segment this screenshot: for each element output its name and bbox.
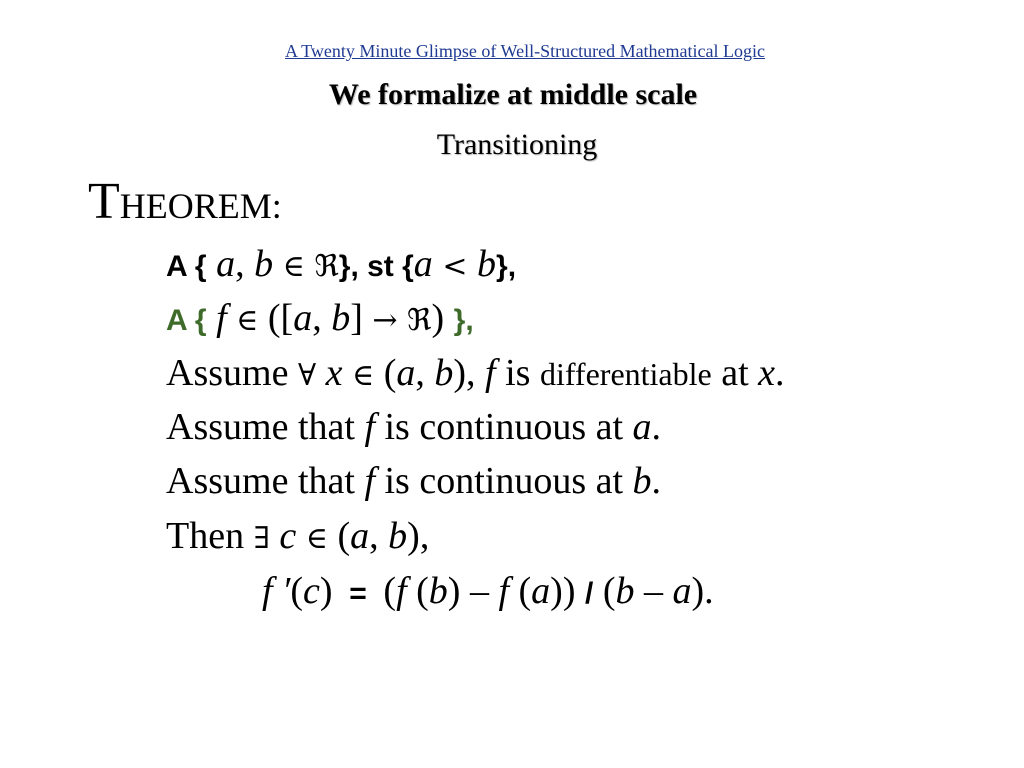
l3-dot: . — [775, 352, 785, 394]
l3-at: at — [711, 352, 759, 394]
l3-elem: ∈ — [342, 358, 384, 393]
line-3 — [166, 351, 785, 398]
theorem-heading — [88, 172, 282, 236]
l3-diff: differentiable — [539, 356, 712, 392]
l7-fprime: f ′ — [262, 570, 291, 612]
l4-text: Assume that — [166, 406, 365, 448]
l1-reals: ℜ — [314, 249, 339, 284]
l1-a2: a — [413, 243, 433, 285]
l2-a: a — [293, 297, 313, 339]
line-5 — [166, 459, 661, 503]
l3-forall: ∀ — [297, 358, 317, 393]
l7-p2: ( — [406, 570, 429, 612]
l6-comma: , — [369, 515, 389, 557]
l1-quant: A { — [166, 250, 207, 283]
l7-eq: = — [332, 577, 384, 610]
l2-comma: , — [312, 297, 332, 339]
l4-a: a — [632, 406, 652, 448]
l3-comma: , — [415, 352, 435, 394]
l2-closeb: ] — [350, 297, 373, 339]
l5-text: Assume that — [166, 460, 365, 502]
l7-p4: ( — [509, 570, 532, 612]
slide-title: We formalize at middle scale — [328, 78, 698, 111]
theorem-colon: : — [271, 186, 282, 226]
l7-b2: b — [615, 570, 635, 612]
l1-lt: < — [432, 249, 478, 284]
l7-f1: f — [396, 570, 407, 612]
l4-rest: is continuous at — [375, 406, 633, 448]
l2-arrow: → — [372, 303, 398, 338]
l4-dot: . — [651, 406, 662, 448]
l3-open: ( — [383, 352, 397, 394]
l6-then: Then — [166, 515, 254, 557]
l6-open: ( — [337, 515, 351, 557]
l7-slash: / — [584, 577, 594, 610]
l3-assume: Assume — [166, 352, 298, 394]
l3-a: a — [396, 352, 416, 394]
l5-dot: . — [651, 460, 662, 502]
l1-b2: b — [477, 243, 497, 285]
l6-exists: ∃ — [253, 521, 270, 556]
l7-a: a — [531, 570, 551, 612]
l5-b: b — [632, 460, 652, 502]
l1-end: }, — [496, 250, 517, 283]
l1-b: b — [254, 243, 274, 285]
l7-c: c — [303, 570, 320, 612]
line-6 — [166, 514, 429, 561]
l1-a: a — [216, 243, 236, 285]
header-link[interactable]: A Twenty Minute Glimpse of Well-Structured Mathematical Logic — [284, 41, 766, 61]
l5-f: f — [364, 460, 375, 502]
l5-rest: is continuous at — [375, 460, 633, 502]
l7-p6: ( — [593, 570, 616, 612]
l2-reals: ℜ — [397, 303, 432, 338]
l6-c: c — [269, 515, 297, 557]
l3-f: f — [485, 352, 496, 394]
l1-close: }, st { — [338, 250, 414, 283]
l7-close: ) — [319, 570, 333, 612]
l6-a: a — [350, 515, 370, 557]
theorem-initial: T — [88, 173, 120, 230]
l6-elem: ∈ — [296, 521, 338, 556]
l7-p1: ( — [383, 570, 397, 612]
l7-f2: f — [498, 570, 510, 612]
l7-minus: – — [634, 570, 673, 612]
l7-open: ( — [290, 570, 304, 612]
l3-is: is — [495, 352, 540, 394]
l2-open: ([ — [267, 297, 294, 339]
l3-x: x — [316, 352, 343, 394]
l3-x2: x — [758, 352, 776, 394]
l1-comma: , — [235, 243, 255, 285]
l2-elem: ∈ — [226, 303, 268, 338]
slide-subtitle: Transitioning — [436, 128, 598, 161]
l3-close: ), — [453, 352, 486, 394]
l2-paren: ) — [431, 297, 454, 339]
l2-end: }, — [453, 304, 474, 337]
theorem-rest: HEOREM — [119, 186, 272, 226]
line-4 — [166, 405, 661, 449]
l2-quant: A { — [166, 304, 207, 337]
l4-f: f — [364, 406, 375, 448]
l1-elem: ∈ — [273, 249, 315, 284]
l3-b: b — [434, 352, 454, 394]
l7-p7: ). — [691, 570, 714, 612]
l7-p5: )) — [550, 570, 585, 612]
line-7-formula — [262, 569, 714, 616]
l6-b: b — [388, 515, 408, 557]
line-1 — [166, 242, 516, 289]
l7-p3: ) – — [447, 570, 499, 612]
line-2 — [166, 296, 474, 343]
l2-f: f — [216, 297, 227, 339]
l2-b: b — [331, 297, 351, 339]
l7-a2: a — [672, 570, 692, 612]
l7-b: b — [428, 570, 448, 612]
l6-close: ), — [407, 515, 430, 557]
